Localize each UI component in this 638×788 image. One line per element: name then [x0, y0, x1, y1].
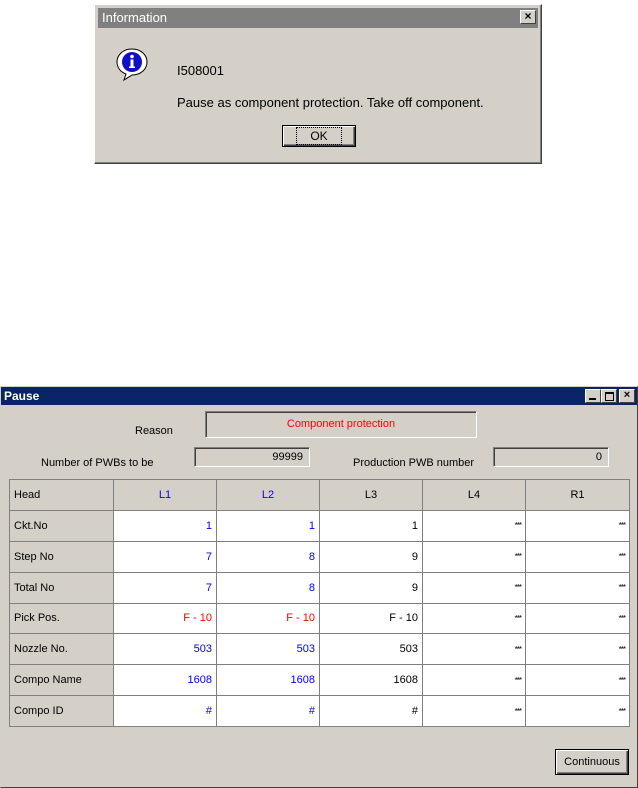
dialog-title-bar: [98, 8, 538, 28]
row-label: Nozzle No.: [10, 634, 114, 665]
table-cell: 1608: [217, 665, 320, 696]
pause-window: [0, 386, 638, 788]
continuous-button[interactable]: Continuous: [555, 749, 629, 775]
header-l1: L1: [114, 480, 217, 511]
production-field: 0: [493, 447, 609, 467]
table-cell: 1608: [114, 665, 217, 696]
table-cell: 1: [320, 510, 423, 541]
close-icon[interactable]: ×: [619, 389, 635, 403]
table-cell: ***: [526, 696, 630, 727]
row-label: Compo ID: [10, 696, 114, 727]
ok-button[interactable]: [282, 125, 356, 147]
table-cell: ***: [423, 572, 526, 603]
table-cell: 503: [114, 634, 217, 665]
table-cell: ***: [423, 696, 526, 727]
reason-field: Component protection: [205, 411, 477, 438]
dialog-title: Information: [102, 10, 168, 25]
table-cell: 1608: [320, 665, 423, 696]
header-r1: R1: [526, 480, 630, 511]
table-cell: F - 10: [217, 603, 320, 634]
header-l4: L4: [423, 480, 526, 511]
table-cell: ***: [423, 603, 526, 634]
table-cell: #: [114, 696, 217, 727]
production-label: Production PWB number: [353, 457, 475, 469]
table-cell: ***: [526, 510, 630, 541]
table-cell: 503: [217, 634, 320, 665]
row-label: Compo Name: [10, 665, 114, 696]
table-cell: 7: [114, 572, 217, 603]
window-controls: [585, 389, 635, 403]
minimize-icon[interactable]: [585, 389, 601, 403]
reason-label: Reason: [135, 425, 173, 437]
table-cell: #: [217, 696, 320, 727]
table-row: [10, 603, 630, 634]
info-icon: [115, 47, 149, 81]
close-icon[interactable]: ×: [520, 10, 536, 24]
table-cell: 8: [217, 572, 320, 603]
table-cell: ***: [526, 603, 630, 634]
table-cell: 9: [320, 572, 423, 603]
table-cell: 503: [320, 634, 423, 665]
header-head: Head: [10, 480, 114, 511]
pwbs-label: Number of PWBs to be: [41, 457, 154, 469]
pause-title-bar: [1, 387, 637, 405]
table-cell: 7: [114, 541, 217, 572]
table-cell: ***: [526, 541, 630, 572]
message-text: Pause as component protection. Take off component.: [177, 95, 484, 110]
row-label: Total No: [10, 572, 114, 603]
message-code: I508001: [177, 63, 224, 78]
table-cell: F - 10: [320, 603, 423, 634]
table-cell: F - 10: [114, 603, 217, 634]
table-row: [10, 665, 630, 696]
table-cell: 9: [320, 541, 423, 572]
table-cell: ***: [526, 572, 630, 603]
table-row: [10, 572, 630, 603]
table-row: [10, 634, 630, 665]
table-cell: ***: [423, 510, 526, 541]
row-label: Ckt.No: [10, 510, 114, 541]
table-row: [10, 541, 630, 572]
header-l3: L3: [320, 480, 423, 511]
head-status-table: [9, 479, 630, 727]
table-cell: #: [320, 696, 423, 727]
table-cell: ***: [423, 634, 526, 665]
table-cell: ***: [423, 541, 526, 572]
pwbs-field: 99999: [194, 447, 310, 467]
row-label: Step No: [10, 541, 114, 572]
header-l2: L2: [217, 480, 320, 511]
table-cell: ***: [423, 665, 526, 696]
maximize-icon[interactable]: [601, 389, 617, 403]
window-title: Pause: [4, 389, 40, 403]
row-label: Pick Pos.: [10, 603, 114, 634]
ok-button-label: OK: [298, 129, 339, 143]
table-cell: ***: [526, 665, 630, 696]
table-cell: 8: [217, 541, 320, 572]
table-row: [10, 510, 630, 541]
table-cell: ***: [526, 634, 630, 665]
table-cell: 1: [217, 510, 320, 541]
information-dialog: [94, 4, 542, 164]
table-row: [10, 696, 630, 727]
table-cell: 1: [114, 510, 217, 541]
table-header-row: [10, 480, 630, 511]
